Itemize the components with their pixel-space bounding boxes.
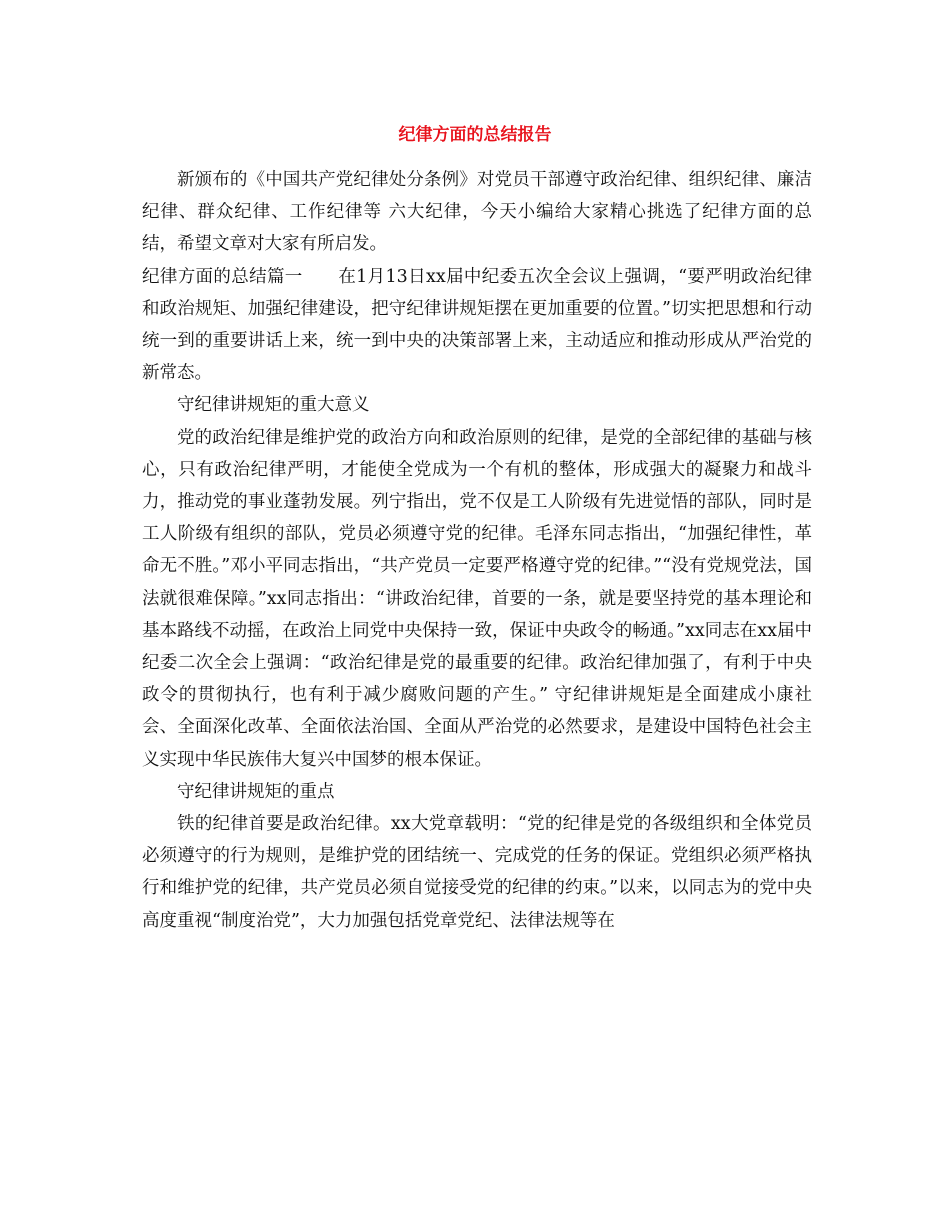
document-body xyxy=(142,164,812,937)
document-title: 纪律方面的总结报告 xyxy=(398,125,552,145)
paragraph-intro: 新颁布的《中国共产党纪律处分条例》对党员干部遵守政治纪律、组织纪律、廉洁纪律、群众纪律、工作纪律等 六大纪律，今天小编给大家精心挑选了纪律方面的总结，希望文章对大家有所启发。 xyxy=(142,170,812,255)
paragraph-political-discipline: 党的政治纪律是维护党的政治方向和政治原则的纪律，是党的全部纪律的基础与核心，只有政治纪律严明，才能使全党成为一个有机的整体，形成强大的凝聚力和战斗力，推动党的事业蓬勃发展。列宁指出，党不仅是工人阶级有先进觉悟的部队，同时是工人阶级有组织的部队，党员必须遵守党的纪律。毛泽东同志指出，“加强纪律性，革命无不胜。”邓小平同志指出，“共产党员一定要严格遵守党的纪律。”“没有党规党法，国法就很难保障。”xx同志指出：“讲政治纪律，首要的一条，就是要坚持党的基本理论和基本路线不动摇，在政治上同党中央保持一致，保证中央政令的畅通。”xx同志在xx届中纪委二次全会上强调：“政治纪律是党的最重要的纪律。政治纪律加强了，有利于中央政令的贯彻执行，也有利于减少腐败问题的产生。” 守纪律讲规矩是全面建成小康社会、全面深化改革、全面依法治国、全面从严治党的必然要求，是建设中国特色社会主义实现中华民族伟大复兴中国梦的根本保证。 xyxy=(142,427,812,770)
heading-key-points: 守纪律讲规矩的重点 xyxy=(177,781,335,802)
paragraph-iron-discipline: 铁的纪律首要是政治纪律。xx大党章载明：“党的纪律是党的各级组织和全体党员必须遵守的行为规则，是维护党的团结统一、完成党的任务的保证。党组织必须严格执行和维护党的纪律，共产党员必须自觉接受党的纪律的约束。”以来，以同志为的党中央高度重视“制度治党”，大力加强包括党章党纪、法律法规等在 xyxy=(142,814,812,931)
paragraph-section-one: 纪律方面的总结篇一 在1月13日xx届中纪委五次全会议上强调，“要严明政治纪律和政治规矩、加强纪律建设，把守纪律讲规矩摆在更加重要的位置。”切实把思想和行动统一到的重要讲话上来，统一到中央的决策部署上来，主动适应和推动形成从严治党的新常态。 xyxy=(142,266,812,384)
heading-significance: 守纪律讲规矩的重大意义 xyxy=(177,395,370,416)
